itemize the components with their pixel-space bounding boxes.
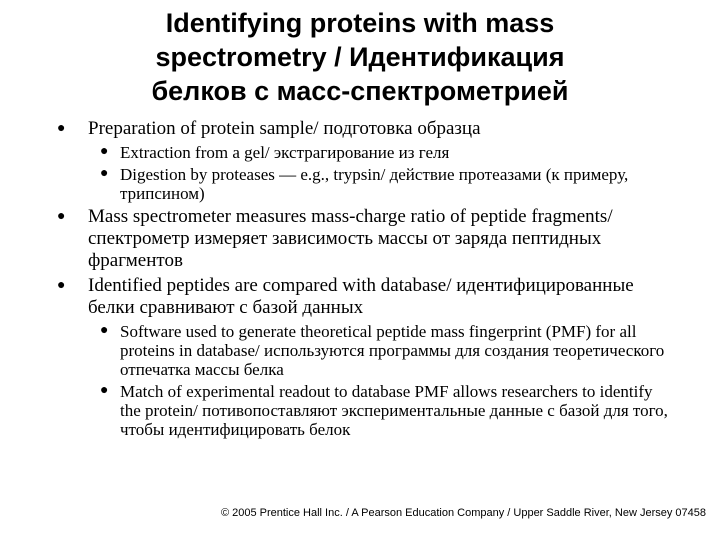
sub-bullet-list <box>88 322 680 439</box>
sub-bullet-text: Match of experimental readout to database PMF allows researchers to identify the protein/ потивопоставляют экспериментальные данные с базой для того, чтобы идентифицировать белок <box>120 382 668 439</box>
sub-bullet-item <box>0 165 680 203</box>
sub-bullet-text: Digestion by proteases — e.g., trypsin/ действие протеазами (к примеру, трипсином) <box>120 165 629 203</box>
title-line: белков с масс-спектрометрией <box>151 76 569 106</box>
bullet-item <box>0 275 720 439</box>
bullet-item <box>0 118 720 203</box>
copyright-footer: © 2005 Prentice Hall Inc. / A Pearson Education Company / Upper Saddle River, New Jersey 07458 <box>220 507 706 519</box>
sub-bullet-item <box>0 382 680 439</box>
sub-bullet-item <box>0 143 680 162</box>
bullet-text: Preparation of protein sample/ подготовка образца <box>88 118 481 139</box>
bullet-text: Identified peptides are compared with database/ идентифицированные белки сравнивают с базой данных <box>88 275 634 318</box>
bullet-text: Mass spectrometer measures mass-charge ratio of peptide fragments/ спектрометр измеряет зависимость массы от заряда пептидных фрагментов <box>88 206 613 271</box>
bullet-dot-icon: ● <box>57 278 66 293</box>
bullet-list <box>0 118 720 439</box>
bullet-item <box>0 206 720 272</box>
sub-bullet-item <box>0 322 680 379</box>
sub-bullet-text: Extraction from a gel/ экстрагирование из геля <box>120 143 450 162</box>
sub-bullet-dot-icon: ● <box>100 383 109 398</box>
bullet-dot-icon: ● <box>57 121 66 136</box>
slide-title <box>60 6 660 108</box>
sub-bullet-dot-icon: ● <box>100 166 109 181</box>
title-line: Identifying proteins with mass <box>165 8 555 38</box>
bullet-dot-icon: ● <box>57 209 66 224</box>
sub-bullet-text: Software used to generate theoretical peptide mass fingerprint (PMF) for all proteins in database/ используются программы для создания теоретического отпечатка массы белка <box>120 322 665 379</box>
sub-bullet-dot-icon: ● <box>100 323 109 338</box>
title-line: spectrometry / Идентификация <box>155 42 565 72</box>
sub-bullet-dot-icon: ● <box>100 144 109 159</box>
sub-bullet-list <box>88 143 680 203</box>
